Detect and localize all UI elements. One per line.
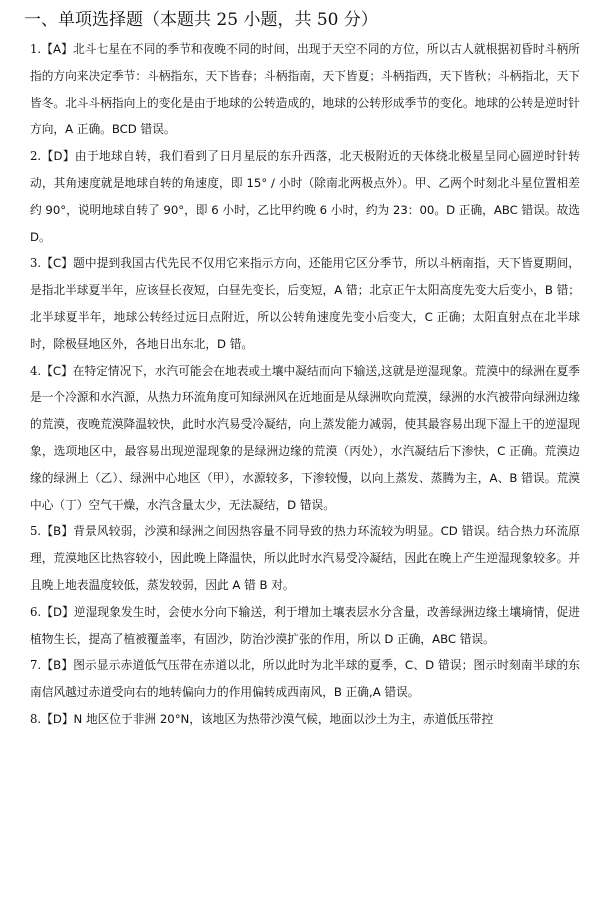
answer-choice: 【D】 bbox=[41, 711, 74, 726]
answer-explanation: 背景风较弱，沙漠和绿洲之间因热容量不同导致的热力环流较为明显。CD 错误。结合热力环流原理，荒漠地区比热容较小，因此晚上降温快，所以此时水汽易受冷凝结，因此在晚上产生逆湿现象较多。并且晚上地表温度较低，蒸发较弱，因此 A 错 B 对。 bbox=[30, 524, 580, 592]
answer-explanation: 题中提到我国古代先民不仅用它来指示方向，还能用它区分季节，所以斗柄南指，天下皆夏期间，是指北半球夏半年，应该昼长夜短，白昼先变长，后变短，A 错；北京正午太阳高度先变大后变小，B 错；北半球夏半年，地球公转经过远日点附近，所以公转角速度先变小后变大，C 正确；太阳直射点在北半球时，除极昼地区外，各地日出东北，D 错。 bbox=[30, 256, 580, 351]
answer-number: 8. bbox=[30, 711, 42, 726]
answer-choice: 【C】 bbox=[41, 256, 74, 271]
answer-number: 6. bbox=[30, 604, 42, 619]
answer-number: 4. bbox=[30, 363, 42, 378]
answer-choice: 【D】 bbox=[41, 149, 75, 164]
answer-item-2 bbox=[30, 143, 580, 250]
answer-explanation: N 地区位于非洲 20°N，该地区为热带沙漠气候，地面以沙土为主，赤道低压带控 bbox=[73, 711, 494, 726]
answer-choice: 【B】 bbox=[41, 658, 74, 673]
answer-choice: 【A】 bbox=[41, 42, 73, 56]
answer-item-4 bbox=[30, 358, 580, 519]
answer-choice: 【C】 bbox=[41, 363, 73, 378]
answer-item-5 bbox=[30, 518, 580, 598]
answer-explanation: 图示显示赤道低气压带在赤道以北，所以此时为北半球的夏季，C、D 错误；图示时刻南半球的东南信风越过赤道受向右的地转偏向力的作用偏转成西南风，B 正确,A 错误。 bbox=[30, 658, 580, 700]
answer-choice: 【D】 bbox=[41, 604, 74, 619]
section-heading: 一、单项选择题（本题共 25 小题，共 50 分） bbox=[24, 10, 378, 30]
answer-number: 1. bbox=[30, 42, 42, 56]
answer-item-1 bbox=[30, 36, 580, 143]
answer-explanation: 在特定情况下，水汽可能会在地表或土壤中凝结而向下输送,这就是逆湿现象。荒漠中的绿洲在夏季是一个冷源和水汽源，从热力环流角度可知绿洲风在近地面是从绿洲吹向荒漠，绿洲的水汽被带向绿洲边缘的荒漠，夜晚荒漠降温较快，此时水汽易受冷凝结，向上蒸发能力减弱，使其最容易出现下湿上干的逆湿现象，选项地区中，最容易出现逆湿现象的是绿洲边缘的荒漠（丙处），水汽凝结后下渗快，C 正确。荒漠边缘的绿洲上（乙）、绿洲中心地区（甲），水源较多，下渗较慢，以向上蒸发、蒸腾为主，A、B 错误。荒漠中心（丁）空气干燥，水汽含量太少，无法凝结，D 错误。 bbox=[30, 363, 580, 512]
answer-number: 5. bbox=[30, 524, 42, 539]
answer-item-8 bbox=[30, 706, 580, 733]
answer-item-3 bbox=[30, 250, 580, 357]
answer-item-7 bbox=[30, 652, 580, 706]
answer-number: 3. bbox=[30, 256, 42, 271]
answer-explanation: 北斗七星在不同的季节和夜晚不同的时间，出现于天空不同的方位，所以古人就根据初昏时斗柄所指的方向来决定季节：斗柄指东，天下皆春；斗柄指南，天下皆夏；斗柄指西，天下皆秋；斗柄指北，天下皆冬。北斗斗柄指向上的变化是由于地球的公转造成的，地球的公转形成季节的变化。地球的公转是逆时针方向，A 正确。BCD 错误。 bbox=[30, 42, 580, 137]
answer-choice: 【B】 bbox=[41, 524, 74, 539]
answer-explanation: 逆湿现象发生时，会使水分向下输送，利于增加土壤表层水分含量，改善绿洲边缘土壤墒情，促进植物生长，提高了植被覆盖率，有固沙，防治沙漠扩张的作用，所以 D 正确，ABC 错误。 bbox=[30, 604, 580, 646]
answer-number: 2. bbox=[30, 149, 42, 164]
answer-item-6 bbox=[30, 599, 580, 653]
answer-explanation: 由于地球自转，我们看到了日月星辰的东升西落，北天极附近的天体绕北极星呈同心圆逆时针转动，其角速度就是地球自转的角速度，即 15° / 小时（除南北两极点外）。甲、乙两个时刻北斗星位置相差约 90°，说明地球自转了 90°，即 6 小时，乙比甲约晚 6 小时，约为 23：00。D 正确，ABC 错误。故选 D。 bbox=[30, 149, 580, 244]
answer-number: 7. bbox=[30, 658, 42, 673]
